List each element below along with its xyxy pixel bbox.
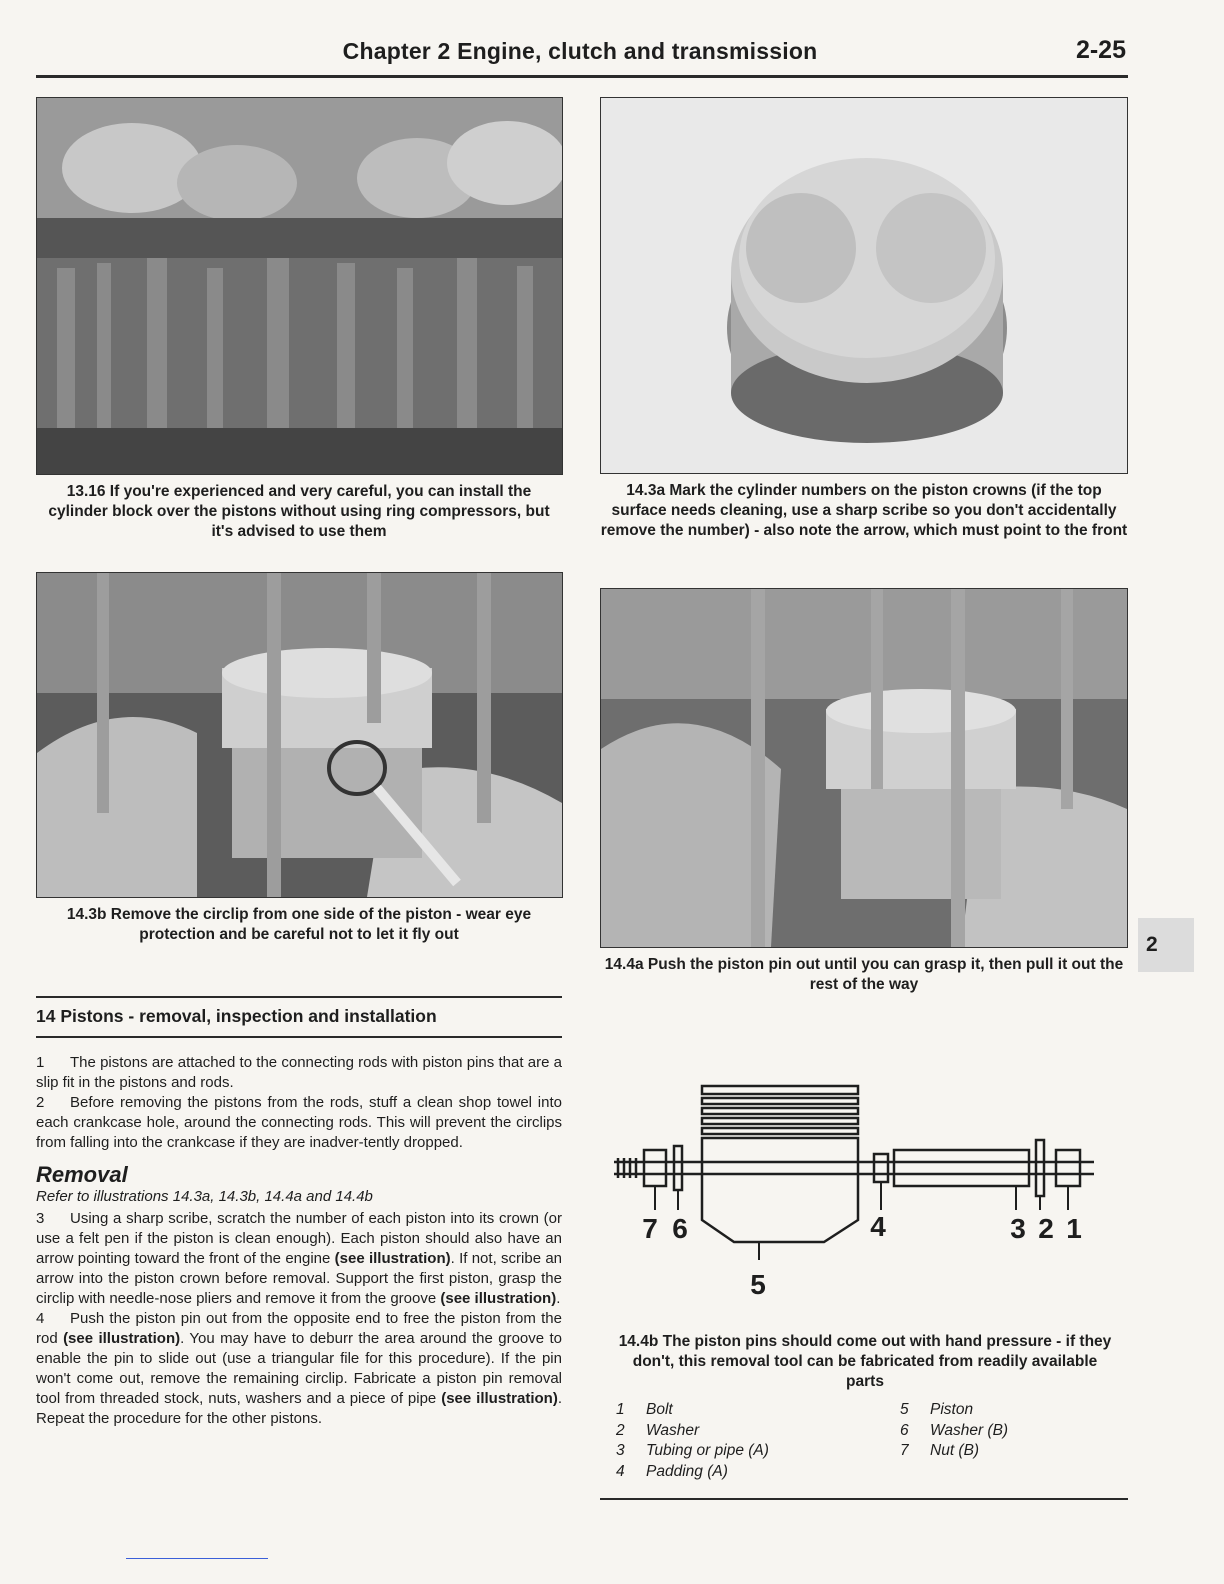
paragraph-text: . If not, scribe an arrow into the piston crown before removal. Support the first piston, grasp the circlip with needle-nose pliers and remove it from the groove <box>36 1250 563 1307</box>
section-rule-top <box>36 996 562 998</box>
diagram-label-5: 5 <box>750 1269 766 1300</box>
photo-14-3b <box>36 572 563 898</box>
see-illustration-link[interactable]: (see illustration) <box>63 1330 181 1347</box>
diagram-label-2: 2 <box>1038 1213 1054 1244</box>
bottom-rule <box>600 1498 1128 1500</box>
legend-item: 7 Nut (B) <box>900 1442 980 1459</box>
see-illustration-link[interactable]: (see illustration) <box>334 1250 451 1267</box>
piston-body <box>702 1138 858 1242</box>
caption-14-3b: 14.3b Remove the circlip from one side of the piston - wear eye protection and be careful not to let it fly out <box>66 906 532 943</box>
photo-14-4a <box>600 588 1128 948</box>
caption-14-4b: 14.4b The piston pins should come out with hand pressure - if they don't, this removal tool can be fabricated from readily available parts <box>618 1333 1112 1390</box>
diagram-label-7: 7 <box>642 1213 658 1244</box>
paragraph-text: . Repeat the procedure for the other pistons. <box>36 1390 562 1427</box>
removal-heading: Removal <box>36 1162 128 1187</box>
diagram-label-3: 3 <box>1010 1213 1026 1244</box>
caption-14-3a: 14.3a Mark the cylinder numbers on the piston crowns (if the top surface needs cleaning, use a sharp scribe so you don't accidentally remove the number) - also note the arrow, which must point to the front <box>600 482 1128 539</box>
legend-right <box>900 1400 1008 1462</box>
section-rule-bottom <box>36 1036 562 1038</box>
caption-13-16: 13.16 If you're experienced and very careful, you can install the cylinder block over the pistons without using ring compressors, but it's advised to use them <box>48 483 550 540</box>
legend-item: 6 Washer (B) <box>900 1421 1009 1439</box>
photo-14-3a <box>600 97 1128 474</box>
paragraph-number: 1 <box>36 1054 45 1071</box>
legend-item: 3 Tubing or pipe (A) <box>616 1442 769 1459</box>
section-body <box>36 1053 562 1429</box>
header-rule <box>36 75 1128 78</box>
paragraph-text: The pistons are attached to the connecting rods with piston pins that are a slip fit in the pistons and rods. <box>36 1054 562 1091</box>
refer-line: Refer to illustrations 14.3a, 14.3b, 14.4a and 14.4b <box>36 1188 373 1205</box>
paragraph-text: . You may have to deburr the area around the groove to enable the pin to slide out (use a triangular file for this procedure). If the pin won't come out, remove the remaining circlip. Fabricate a piston pin removal tool from threaded stock, nuts, washers and a piece of pipe <box>36 1330 562 1407</box>
paragraph-number: 4 <box>36 1310 45 1327</box>
chapter-tab: 2 <box>1138 918 1194 972</box>
piston-ring <box>702 1098 858 1104</box>
tubing <box>894 1150 1029 1186</box>
legend-item: 4 Padding (A) <box>616 1462 728 1480</box>
paragraph-text: Push the piston pin out from the opposite end to free the piston from the rod <box>36 1310 562 1347</box>
footer-link-underline <box>126 1558 268 1559</box>
piston-crown <box>702 1086 858 1094</box>
page-number: 2-25 <box>1075 36 1126 64</box>
see-illustration-link[interactable]: (see illustration) <box>441 1390 558 1407</box>
nut-b <box>644 1150 666 1186</box>
paragraph-text: . <box>556 1290 561 1307</box>
paragraph-2 <box>36 1093 562 1153</box>
section-title: 14 Pistons - removal, inspection and installation <box>36 1006 437 1026</box>
piston-ring <box>702 1108 858 1114</box>
bolt-head <box>1056 1150 1080 1186</box>
photo-13-16 <box>36 97 563 475</box>
paragraph-number: 3 <box>36 1210 45 1227</box>
paragraph-4 <box>36 1309 562 1429</box>
diagram-label-6: 6 <box>672 1213 688 1244</box>
padding <box>874 1154 888 1182</box>
washer <box>1036 1140 1044 1196</box>
chapter-title: Chapter 2 Engine, clutch and transmission <box>342 38 818 64</box>
paragraph-3 <box>36 1209 562 1309</box>
legend-left <box>616 1400 769 1482</box>
caption-14-4a: 14.4a Push the piston pin out until you can grasp it, then pull it out the rest of the way <box>604 956 1124 993</box>
diagram-label-1: 1 <box>1066 1213 1082 1244</box>
piston-ring <box>702 1128 858 1134</box>
see-illustration-link[interactable]: (see illustration) <box>440 1290 557 1307</box>
paragraph-1 <box>36 1053 562 1093</box>
piston-ring <box>702 1118 858 1124</box>
washer-b <box>674 1146 682 1190</box>
legend-item: 5 Piston <box>900 1401 974 1418</box>
piston-pin-tool-diagram <box>604 1070 1114 1308</box>
diagram-label-4: 4 <box>870 1211 886 1242</box>
paragraph-text: Using a sharp scribe, scratch the number of each piston into its crown (or use a felt pen if the piston is clean enough). Each piston should also have an arrow pointing toward the front of the engine <box>36 1210 562 1267</box>
paragraph-number: 2 <box>36 1094 45 1111</box>
legend-item: 2 Washer <box>616 1421 700 1439</box>
legend-item: 1 Bolt <box>616 1401 673 1418</box>
paragraph-text: Before removing the pistons from the rods, stuff a clean shop towel into each crankcase hole, around the connecting rods. This will prevent the circlips from falling into the crankcase if they are inadver-tently dropped. <box>36 1094 562 1151</box>
